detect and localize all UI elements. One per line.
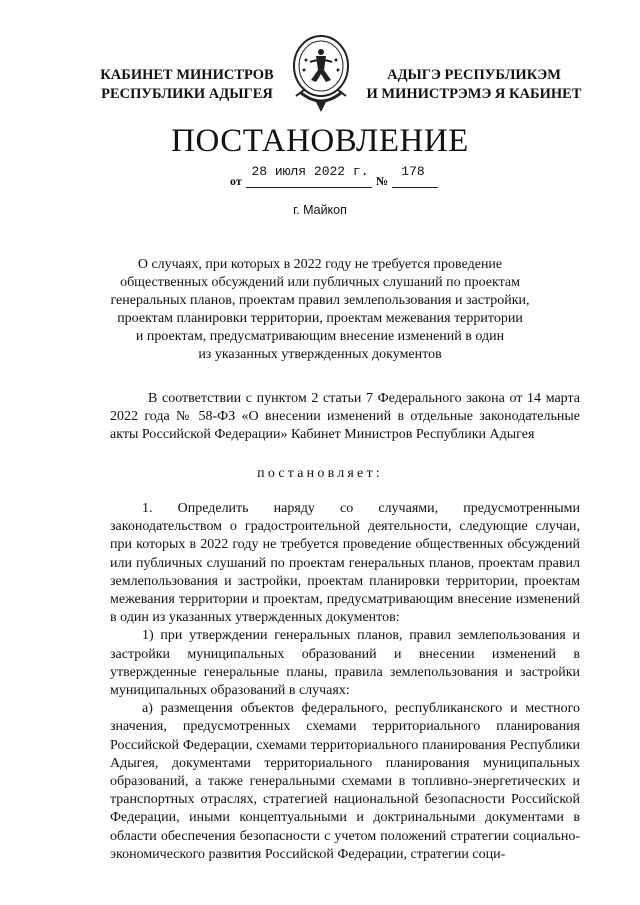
date-underline [246,187,372,188]
decree-word: постановляет: [257,466,383,481]
paragraph-1-1: 1) при утверждении генеральных планов, правил землепользования и застройки муниципальных образований и внесении изменений в утвержденные генеральные планы, правила землепользования и застройки муниципальных образований в случаях: [110,628,580,699]
subject-line: из указанных утвержденных документов [198,347,442,362]
adygea-coat-of-arms-icon [286,30,356,116]
paragraph-1-1-a: а) размещения объектов федерального, республиканского и местного значения, предусмотренных схемами территориального планирования Российской Федерации, схемами территориального планирования Республики Адыгея, документами территориального планирования муниципальных образований, а также генеральными схемами в топливно-энергетических и транспортных отраслях, стратегией национальной безопасности Российской Федерации, иными концептуальными и доктринальными документами в области обеспечения безопасности с учетом положений стратегии социально-экономического развития Российской Федерации, стратегии соци- [110,701,580,862]
issuer-name-adyghe [364,66,584,104]
date-prefix: от [230,174,242,188]
issuer-russian-line-1: КАБИНЕТ МИНИСТРОВ [100,67,274,83]
number-sign: № [376,174,389,188]
document-date: 28 июля 2022 г. [251,164,369,179]
subject-line: и проектам, предусматривающим внесение изменений в один [135,329,505,344]
document-number: 178 [401,164,425,179]
subject-line: генеральных планов, проектам правил землепользования и застройки, [110,293,530,308]
subject-line: общественных обсуждений или публичных слушаний по проектам [120,275,520,290]
number-underline [392,187,438,188]
subject-line: проектам планировки территории, проектам межевания территории [117,311,523,326]
document-subject [100,256,540,364]
issuer-adyghe-line-2: И МИНИСТРЭМЭ Я КАБИНЕТ [366,86,582,102]
issuer-adyghe-line-1: АДЫГЭ РЕСПУБЛИКЭМ [387,67,561,83]
preamble-paragraph: В соответствии с пунктом 2 статьи 7 Федерального закона от 14 марта 2022 года № 58-ФЗ «О внесении изменений в отдельные законодательные акты Российской Федерации» Кабинет Министров Республики Адыгея [110,391,580,443]
preamble-block [110,390,580,445]
paragraph-1: 1. Определить наряду со случаями, предусмотренными законодательством о градостроительной деятельности, следующие случаи, при которых в 2022 году не требуется проведение общественных обсуждений или публичных слушаний по проектам генеральных планов, проектам правил землепользования и застройки, проектам планировки территории, проектам межевания территории и проектам, предусматривающим внесение изменений в один из указанных утвержденных документов: [110,501,580,626]
decision-text [110,500,580,864]
document-title: ПОСТАНОВЛЕНИЕ [171,123,469,159]
issuer-name-russian [98,66,276,104]
issuer-russian-line-2: РЕСПУБЛИКИ АДЫГЕЯ [101,86,273,102]
city-name: г. Майкоп [293,203,347,217]
date-number-row [0,164,640,190]
subject-line: О случаях, при которых в 2022 году не требуется проведение [137,257,503,272]
